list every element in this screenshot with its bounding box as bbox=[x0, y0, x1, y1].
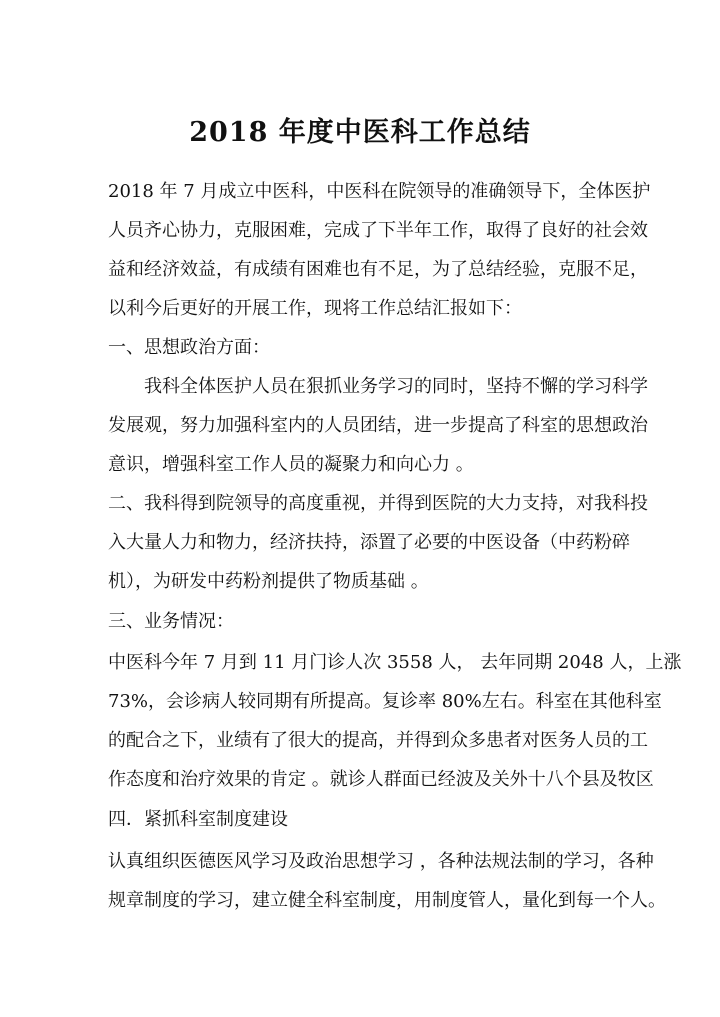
document-title: 2018 年度中医科工作总结 bbox=[189, 117, 531, 148]
paragraph-line: 二、我科得到院领导的高度重视，并得到医院的大力支持，对我科投 bbox=[108, 493, 648, 514]
paragraph-line: 73%，会诊病人较同期有所提高。复诊率 80%左右。科室在其他科室 bbox=[108, 691, 662, 712]
paragraph-line: 意识，增强科室工作人员的凝聚力和向心力 。 bbox=[108, 454, 474, 475]
paragraph-line: 认真组织医德医风学习及政治思想学习 ，各种法规法制的学习，各种 bbox=[108, 851, 654, 872]
section-heading: 三、业务情况： bbox=[108, 611, 234, 632]
paragraph-line: 以利今后更好的开展工作，现将工作总结汇报如下： bbox=[108, 298, 522, 319]
paragraph-line: 2018 年 7 月成立中医科，中医科在院领导的准确领导下，全体医护 bbox=[108, 181, 651, 202]
paragraph-line: 益和经济效益，有成绩有困难也有不足，为了总结经验，克服不足， bbox=[108, 259, 648, 280]
section-heading: 一、思想政治方面： bbox=[108, 337, 270, 358]
paragraph-line: 机），为研发中药粉剂提供了物质基础 。 bbox=[108, 571, 429, 592]
paragraph-line: 入大量人力和物力，经济扶持，添置了必要的中医设备（中药粉碎 bbox=[108, 532, 630, 553]
paragraph-line: 的配合之下，业绩有了很大的提高，并得到众多患者对医务人员的工 bbox=[108, 730, 648, 751]
paragraph-line: 人员齐心协力，克服困难，完成了下半年工作，取得了良好的社会效 bbox=[108, 220, 648, 241]
paragraph-line: 中医科今年 7 月到 11 月门诊人次 3558 人， 去年同期 2048 人，上涨 bbox=[108, 652, 682, 673]
paragraph-line: 规章制度的学习，建立健全科室制度，用制度管人，量化到每一个人。 bbox=[108, 890, 666, 911]
paragraph-line: 我科全体医护人员在狠抓业务学习的同时，坚持不懈的学习科学 bbox=[144, 376, 648, 397]
paragraph-line: 发展观，努力加强科室内的人员团结，进一步提高了科室的思想政治 bbox=[108, 415, 648, 436]
paragraph-line: 作态度和治疗效果的肯定 。就诊人群面已经波及关外十八个县及牧区 bbox=[108, 769, 654, 790]
section-heading: 四．紧抓科室制度建设 bbox=[108, 809, 288, 830]
